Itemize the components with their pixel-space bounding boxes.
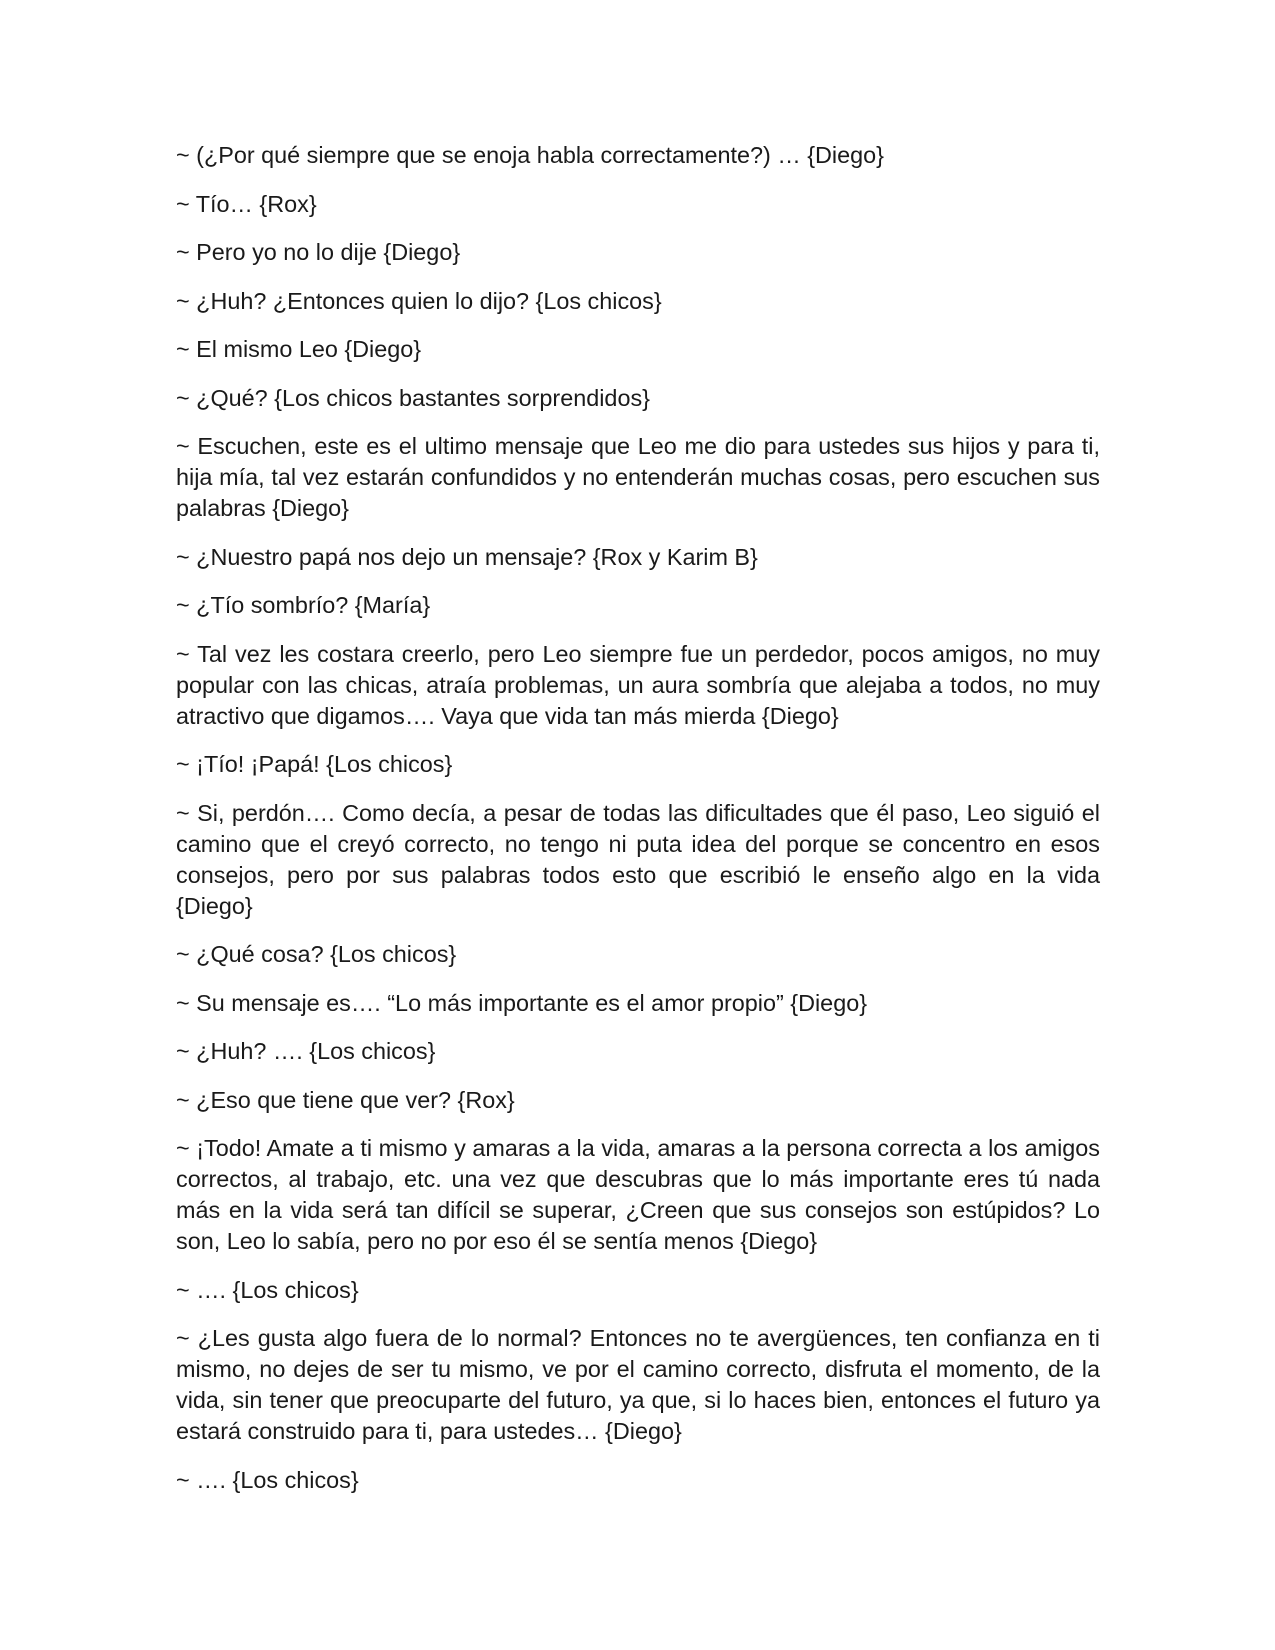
dialogue-line: ~ Tío… {Rox} [176, 190, 317, 217]
dialogue-line: ~ ¿Eso que tiene que ver? {Rox} [176, 1086, 515, 1113]
dialogue-line: ~ Pero yo no lo dije {Diego} [176, 239, 461, 265]
dialogue-paragraph: ~ Escuchen, este es el ultimo mensaje que Leo me dio para ustedes sus hijos y para ti, hija mía, tal vez estarán confundidos y no entenderán muchas cosas, pero escuchen sus palabras {Diego} [176, 433, 1100, 521]
dialogue-line: ~ ¿Nuestro papá nos dejo un mensaje? {Rox y Karim B} [176, 543, 758, 570]
dialogue-line: ~ El mismo Leo {Diego} [176, 336, 422, 362]
dialogue-line: ~ …. {Los chicos} [176, 1466, 359, 1493]
document-page [176, 140, 1100, 1513]
dialogue-line: ~ ¿Qué? {Los chicos bastantes sorprendidos} [176, 384, 650, 411]
dialogue-line: ~ ¿Huh? ¿Entonces quien lo dijo? {Los chicos} [176, 287, 662, 314]
dialogue-line: ~ ¡Tío! ¡Papá! {Los chicos} [176, 751, 453, 777]
dialogue-paragraph: ~ Tal vez les costara creerlo, pero Leo siempre fue un perdedor, pocos amigos, no muy popular con las chicas, atraía problemas, un aura sombría que alejaba a todos, no muy atractivo que digamos…. Vaya que vida tan más mierda {Diego} [176, 640, 1100, 729]
dialogue-line: ~ (¿Por qué siempre que se enoja habla correctamente?) … {Diego} [176, 142, 884, 168]
dialogue-line: ~ …. {Los chicos} [176, 1276, 359, 1303]
dialogue-paragraph: ~ ¿Les gusta algo fuera de lo normal? Entonces no te avergüences, ten confianza en ti mismo, no dejes de ser tu mismo, ve por el camino correcto, disfruta el momento, de la vida, sin tener que preocuparte del futuro, ya que, si lo haces bien, entonces el futuro ya estará construido para ti, para ustedes… {Diego} [176, 1325, 1100, 1444]
dialogue-line: ~ ¿Huh? …. {Los chicos} [176, 1038, 436, 1064]
dialogue-paragraph: ~ Si, perdón…. Como decía, a pesar de todas las dificultades que él paso, Leo siguió el camino que el creyó correcto, no tengo ni puta idea del porque se concentro en esos consejos, pero por sus palabras todos esto que escribió le enseño algo en la vida {Diego} [176, 799, 1100, 919]
dialogue-paragraph: ~ ¡Todo! Amate a ti mismo y amaras a la vida, amaras a la persona correcta a los amigos correctos, al trabajo, etc. una vez que descubras que lo más importante eres tú nada más en la vida será tan difícil se superar, ¿Creen que sus consejos son estúpidos? Lo son, Leo lo sabía, pero no por eso él se sentía menos {Diego} [176, 1135, 1100, 1254]
dialogue-line: ~ ¿Tío sombrío? {María} [176, 592, 431, 618]
dialogue-line: ~ ¿Qué cosa? {Los chicos} [176, 941, 457, 967]
dialogue-line: ~ Su mensaje es…. “Lo más importante es el amor propio” {Diego} [176, 989, 868, 1016]
